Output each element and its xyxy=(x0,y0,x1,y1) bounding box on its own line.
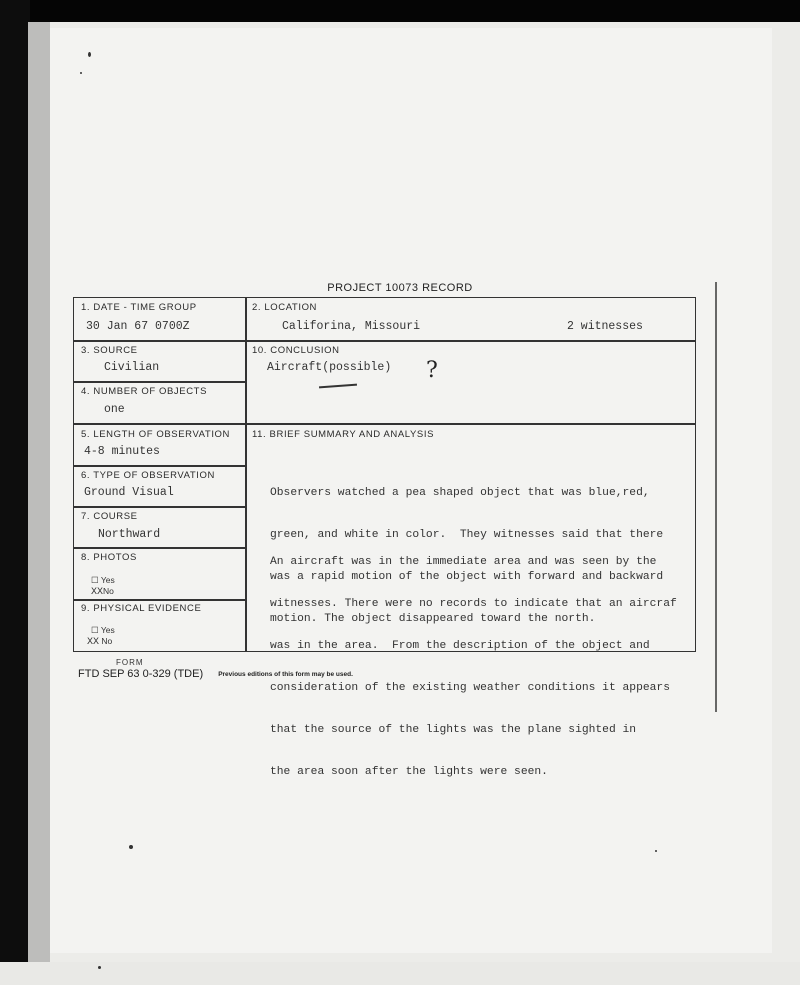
evidence-no-text: No xyxy=(101,636,113,646)
footer-note: Previous editions of this form may be used. xyxy=(218,670,353,678)
witnesses-value: 2 witnesses xyxy=(567,320,643,333)
row-divider xyxy=(74,381,245,383)
summary-line: green, and white in color. They witnesses said that there xyxy=(270,529,664,541)
location-label: 2. LOCATION xyxy=(252,302,318,313)
speck xyxy=(655,850,657,852)
conclusion-value: Aircraft(possible) xyxy=(267,361,392,374)
row-divider xyxy=(74,506,245,508)
speck xyxy=(129,845,133,849)
summary-line: was a rapid motion of the object with forward and backward xyxy=(270,571,664,583)
type-of-observation-value: Ground Visual xyxy=(84,486,174,499)
summary-line: An aircraft was in the immediate area and was seen by the xyxy=(270,556,657,568)
length-of-observation-label: 5. LENGTH OF OBSERVATION xyxy=(81,429,231,440)
row-divider xyxy=(74,547,245,549)
photos-yes-option xyxy=(91,575,115,586)
source-value: Civilian xyxy=(104,361,160,374)
conclusion-label: 10. CONCLUSION xyxy=(252,345,340,356)
row-divider xyxy=(74,423,695,425)
photos-no-mark: XX xyxy=(91,587,104,598)
summary-line: was in the area. From the description of the object and xyxy=(270,640,650,652)
scan-left-border xyxy=(0,0,30,985)
handwritten-underline xyxy=(319,384,357,389)
scan-top-border xyxy=(0,0,800,22)
summary-line: motion. The object disappeared toward the north. xyxy=(270,613,596,625)
summary-label: 11. BRIEF SUMMARY AND ANALYSIS xyxy=(252,429,435,440)
paper-edge-shadow xyxy=(28,22,50,962)
summary-line: that the source of the lights was the plane sighted in xyxy=(270,724,637,736)
summary-line: consideration of the existing weather conditions it appears xyxy=(270,682,670,694)
course-label: 7. COURSE xyxy=(81,511,138,522)
speck xyxy=(98,966,101,969)
footer-form-code: FTD SEP 63 0-329 (TDE) xyxy=(78,668,204,680)
row-divider xyxy=(74,465,245,467)
footer-form-word: FORM xyxy=(116,658,144,667)
summary-line: witnesses. There were no records to indicate that an aircraf xyxy=(270,598,677,610)
summary-line: Observers watched a pea shaped object that was blue,red, xyxy=(270,487,650,499)
checkbox-empty-icon: ☐ xyxy=(91,575,99,585)
type-of-observation-label: 6. TYPE OF OBSERVATION xyxy=(81,470,215,481)
photos-label: 8. PHOTOS xyxy=(81,552,137,563)
length-of-observation-value: 4-8 minutes xyxy=(84,445,160,458)
summary-line: the area soon after the lights were seen. xyxy=(270,766,548,778)
physical-evidence-label: 9. PHYSICAL EVIDENCE xyxy=(81,603,202,614)
photos-no-option xyxy=(91,586,114,598)
summary-paragraph-2 xyxy=(270,527,677,807)
evidence-yes-text: Yes xyxy=(100,625,115,635)
speck xyxy=(88,52,91,57)
speck xyxy=(80,72,82,74)
location-value: Califorina, Missouri xyxy=(282,320,421,333)
number-of-objects-label: 4. NUMBER OF OBJECTS xyxy=(81,386,208,397)
source-label: 3. SOURCE xyxy=(81,345,138,356)
date-time-label: 1. DATE - TIME GROUP xyxy=(81,302,197,313)
column-divider xyxy=(245,298,247,652)
course-value: Northward xyxy=(98,528,161,541)
photos-yes-text: Yes xyxy=(100,575,115,585)
row-divider xyxy=(74,599,245,601)
evidence-yes-option xyxy=(91,625,115,636)
margin-line xyxy=(715,282,717,712)
photos-no-text: No xyxy=(103,586,114,596)
checkbox-empty-icon: ☐ xyxy=(91,625,99,635)
footer-form-line xyxy=(78,668,353,680)
evidence-no-mark: XX xyxy=(87,637,100,648)
scan-bottom-strip xyxy=(0,962,800,985)
handwritten-question-mark: ? xyxy=(426,358,438,383)
row-divider xyxy=(74,340,695,342)
number-of-objects-value: one xyxy=(104,403,125,416)
evidence-no-option xyxy=(87,636,112,648)
date-time-value: 30 Jan 67 0700Z xyxy=(86,320,190,333)
document-title: PROJECT 10073 RECORD xyxy=(327,282,473,294)
